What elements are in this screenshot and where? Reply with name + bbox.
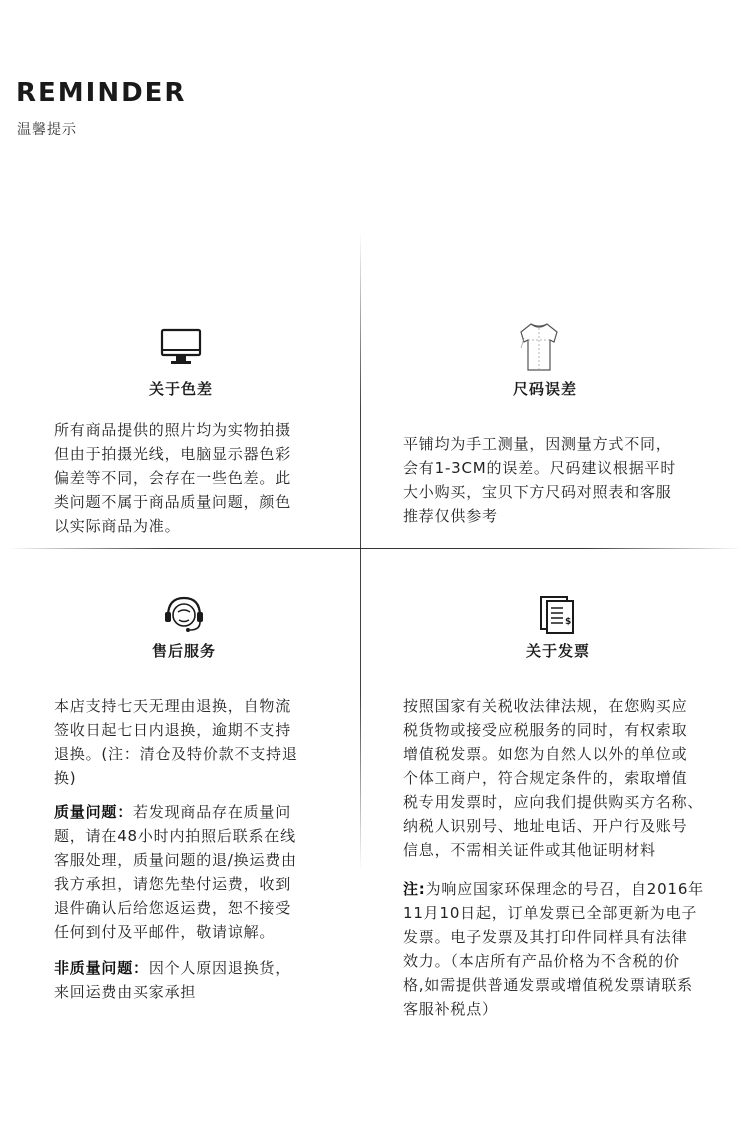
section-invoice: [403, 594, 723, 1018]
section-title: 尺码误差: [513, 380, 578, 398]
quality-issue-paragraph: [54, 800, 320, 944]
invoice-note-text: 为响应国家环保理念的号召，自2016年 11月10日起，订单发票已全部更新为电子 发票。电子发票及其打印件同样具有法律 效力。（本店所有产品价格为不含税的价 格,如需提供普通发票或增值税发票请联系 客服补税点）: [403, 880, 704, 1018]
non-quality-issue-label: 非质量问题：: [54, 959, 149, 977]
section-body: 本店支持七天无理由退换，自物流 签收日起七日内退换，逾期不支持 退换。(注：清仓及特价款不支持退 换): [54, 697, 298, 787]
horizontal-divider: [8, 548, 742, 549]
page-title: REMINDER: [16, 78, 187, 108]
section-title: 售后服务: [152, 642, 217, 660]
invoice-note-paragraph: [403, 877, 723, 1021]
non-quality-issue-paragraph: [54, 956, 320, 1004]
section-title: 关于色差: [149, 380, 214, 398]
section-title: 关于发票: [526, 642, 591, 660]
section-size-error: [403, 320, 723, 525]
invoice-icon: [539, 594, 723, 638]
monitor-icon: [160, 328, 374, 372]
section-body: 平铺均为手工测量，因测量方式不同， 会有1-3CM的误差。尺码建议根据平时 大小购买，宝贝下方尺码对照表和客服 推荐仅供参考: [403, 435, 677, 525]
quality-issue-label: 质量问题：: [54, 803, 134, 821]
section-body: 按照国家有关税收法律法规，在您购买应 税货物或接受应税服务的同时，有权索取 增值税发票。如您为自然人以外的单位或 个体工商户，符合规定条件的，索取增值 税专用发票时，应向我们提供购买方名称、 纳税人识别号、地址电话、开户行及账号 信息，不需相关证件或其他证明材料: [403, 697, 704, 859]
section-after-sales: [54, 594, 374, 1001]
section-body: 所有商品提供的照片均为实物拍摄 但由于拍摄光线，电脑显示器色彩 偏差等不同，会存在一些色差。此 类问题不属于商品质量问题，颜色 以实际商品为准。: [54, 421, 292, 535]
invoice-note-label: 注:: [403, 880, 426, 898]
tshirt-icon: [518, 320, 723, 378]
quality-issue-text: 若发现商品存在质量问 题，请在48小时内拍照后联系在线 客服处理，质量问题的退/换运费由 我方承担，请您先垫付运费，收到 退件确认后给您返运费，恕不接受 任何到付及平邮件，敬请谅解。: [54, 803, 297, 941]
svg-text:$: $: [565, 617, 572, 627]
non-quality-issue-text: 因个人原因退换货， 来回运费由买家承担: [54, 959, 292, 1001]
section-color-difference: [54, 328, 374, 535]
headset-icon: [162, 594, 374, 640]
page-subtitle: 温馨提示: [17, 122, 77, 138]
